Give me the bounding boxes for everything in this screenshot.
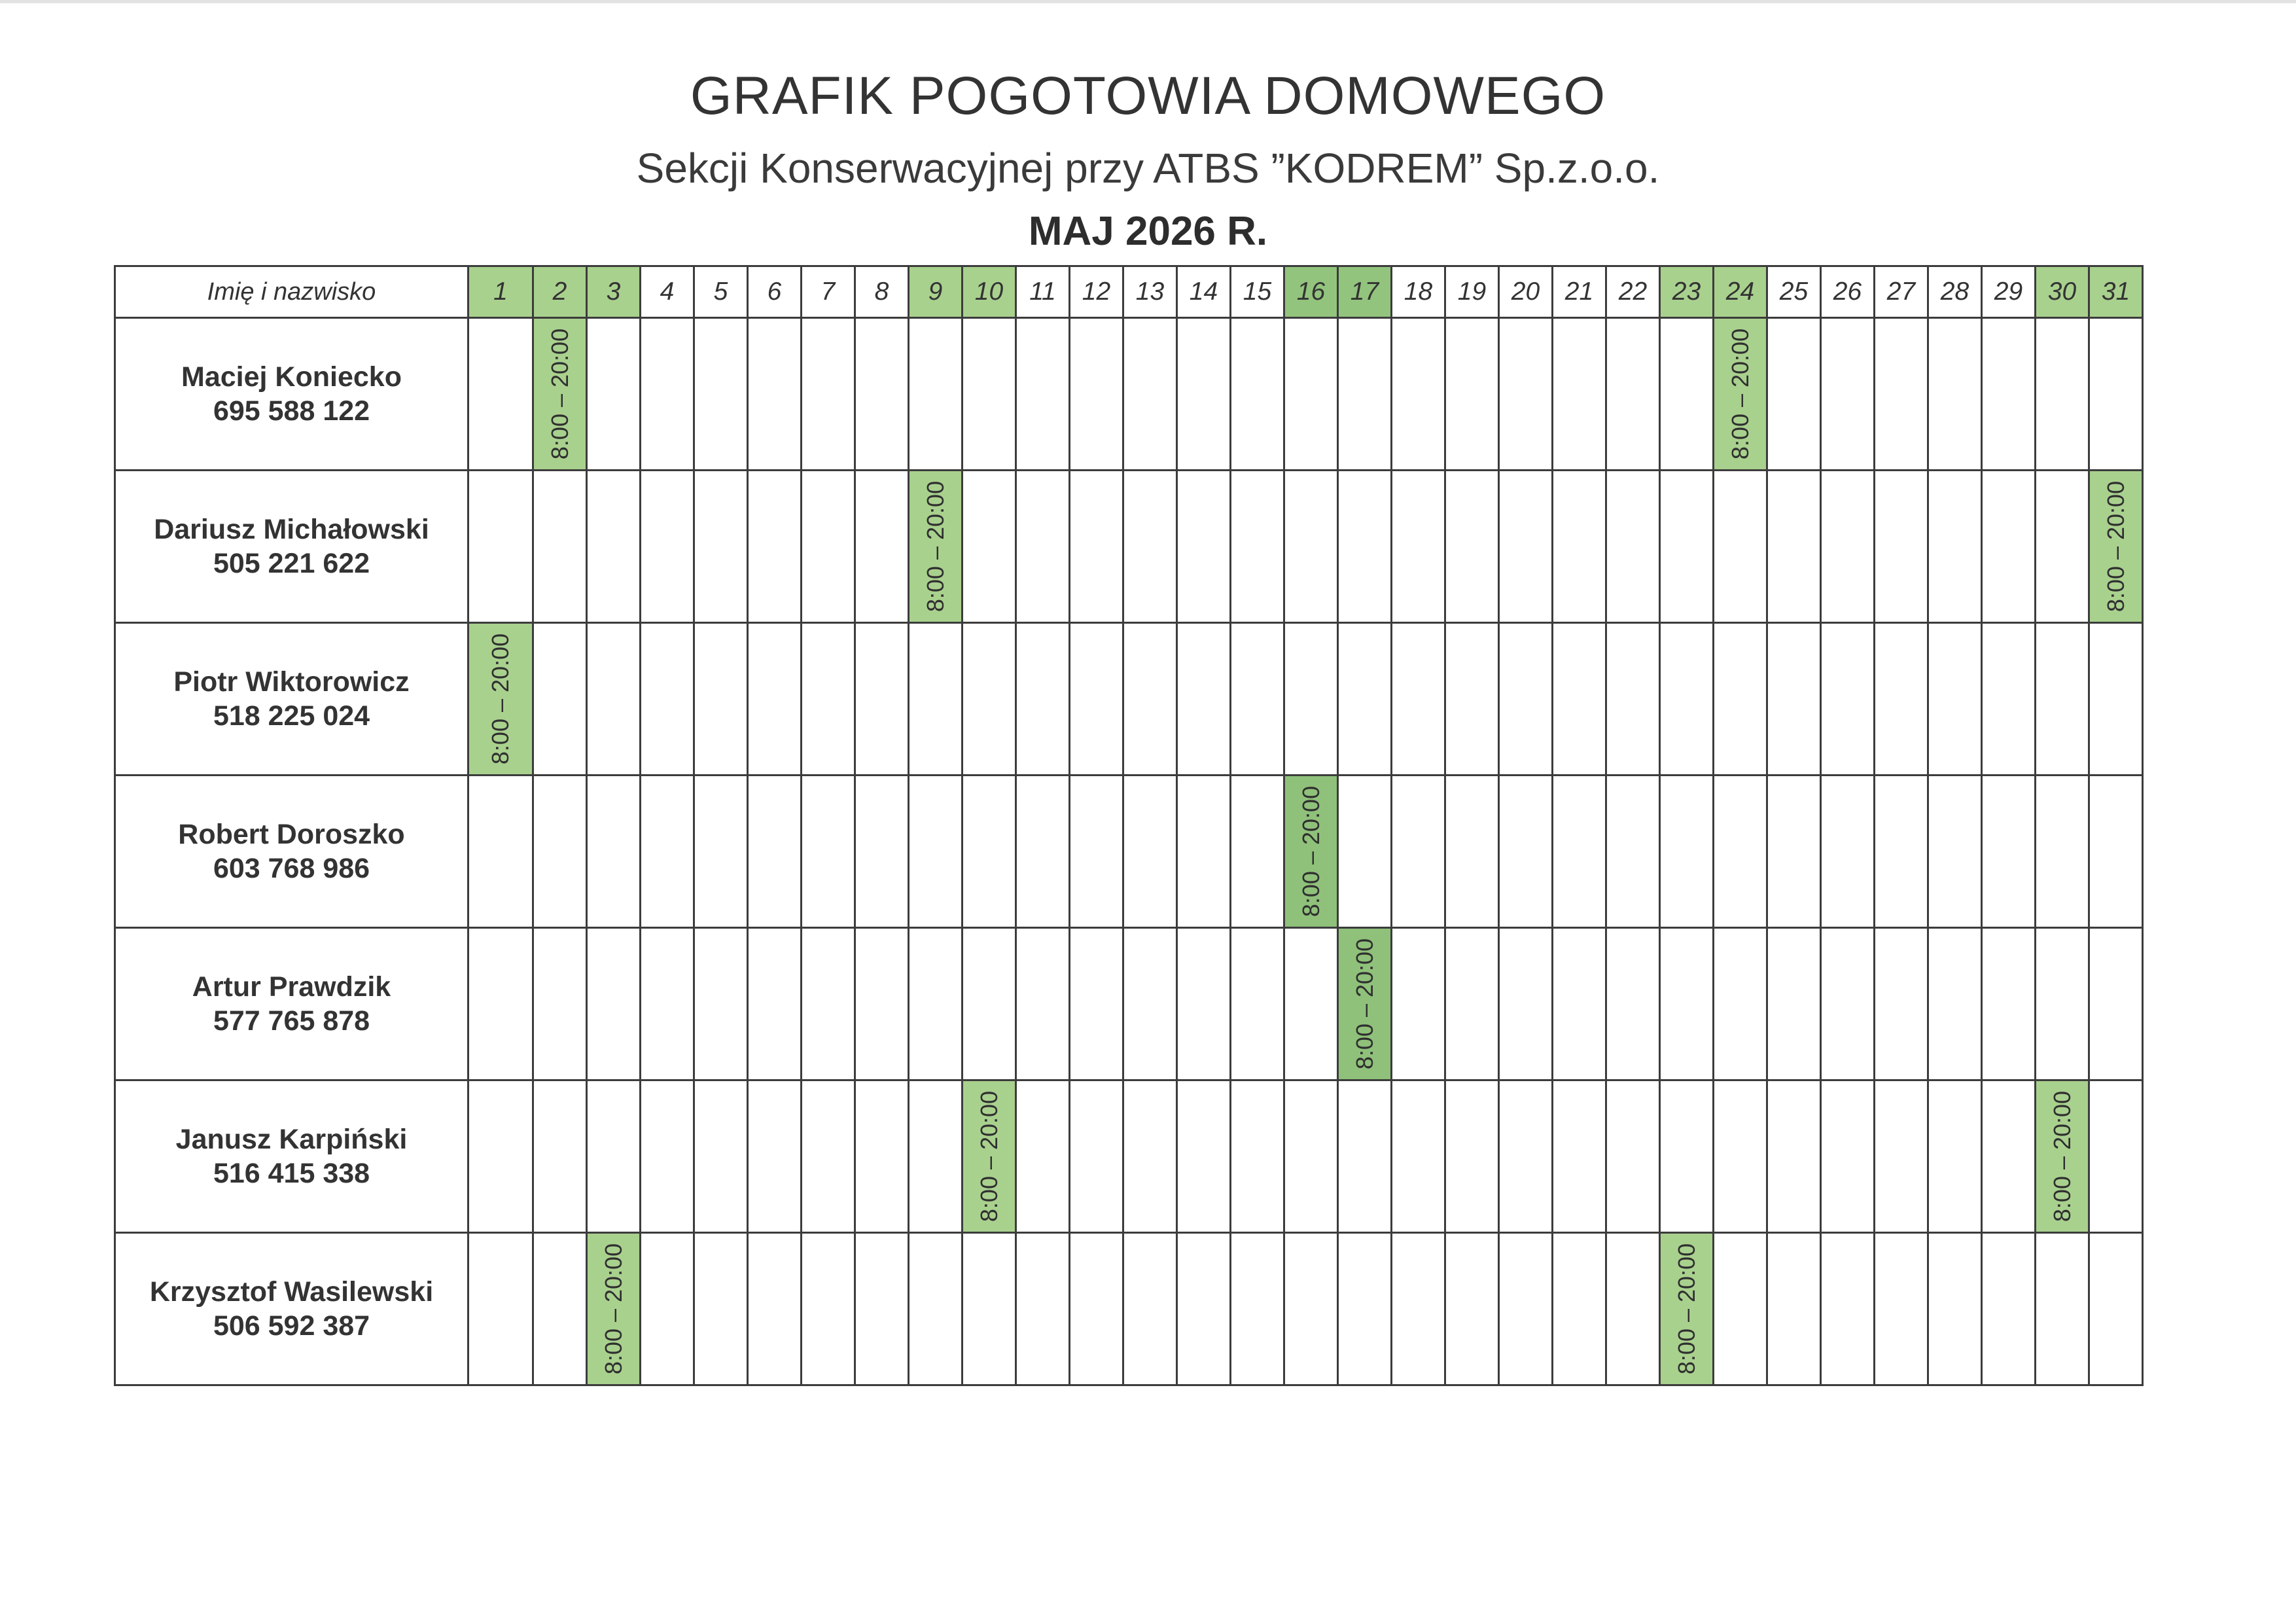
person-phone: 603 768 986: [213, 853, 370, 884]
empty-day-cell: [468, 471, 533, 623]
empty-day-cell: [1928, 623, 1982, 776]
empty-day-cell: [1177, 471, 1231, 623]
empty-day-cell: [1177, 623, 1231, 776]
empty-day-cell: [641, 318, 694, 471]
empty-day-cell: [1123, 471, 1177, 623]
empty-day-cell: [1177, 928, 1231, 1080]
empty-day-cell: [1123, 776, 1177, 928]
empty-day-cell: [1821, 623, 1875, 776]
empty-day-cell: [1606, 776, 1660, 928]
empty-day-cell: [855, 1233, 909, 1385]
day-header-31: 31: [2089, 266, 2143, 318]
empty-day-cell: [1445, 318, 1499, 471]
empty-day-cell: [1284, 1080, 1338, 1233]
empty-day-cell: [1016, 1233, 1070, 1385]
empty-day-cell: [641, 623, 694, 776]
empty-day-cell: [1767, 623, 1821, 776]
person-phone: 506 592 387: [213, 1310, 370, 1342]
empty-day-cell: [1231, 776, 1284, 928]
person-cell: [115, 776, 468, 928]
person-cell: [115, 471, 468, 623]
empty-day-cell: [2036, 776, 2089, 928]
empty-day-cell: [1231, 928, 1284, 1080]
empty-day-cell: [1821, 471, 1875, 623]
document-title: GRAFIK POGOTOWIA DOMOWEGO: [690, 66, 1606, 126]
empty-day-cell: [1875, 623, 1928, 776]
empty-day-cell: [1070, 1233, 1123, 1385]
empty-day-cell: [1392, 318, 1445, 471]
empty-day-cell: [1553, 471, 1606, 623]
empty-day-cell: [694, 471, 748, 623]
empty-day-cell: [1123, 1233, 1177, 1385]
day-header-14: 14: [1177, 266, 1231, 318]
table-header-row: [115, 266, 2143, 318]
empty-day-cell: [1767, 1233, 1821, 1385]
empty-day-cell: [1982, 623, 2036, 776]
empty-day-cell: [1338, 471, 1392, 623]
shift-hours: 8:00 – 20:00: [921, 480, 949, 613]
empty-day-cell: [909, 1233, 963, 1385]
table-row: [115, 928, 2143, 1080]
empty-day-cell: [1070, 471, 1123, 623]
person-name: Janusz Karpiński: [175, 1124, 408, 1155]
empty-day-cell: [963, 928, 1016, 1080]
empty-day-cell: [1499, 471, 1553, 623]
empty-day-cell: [1445, 1233, 1499, 1385]
person-cell: [115, 1080, 468, 1233]
empty-day-cell: [641, 1080, 694, 1233]
day-header-8: 8: [855, 266, 909, 318]
empty-day-cell: [1606, 1080, 1660, 1233]
empty-day-cell: [1821, 1233, 1875, 1385]
empty-day-cell: [1928, 1080, 1982, 1233]
empty-day-cell: [1284, 623, 1338, 776]
empty-day-cell: [963, 471, 1016, 623]
empty-day-cell: [1231, 1233, 1284, 1385]
person-cell: [115, 928, 468, 1080]
empty-day-cell: [1284, 471, 1338, 623]
empty-day-cell: [748, 776, 802, 928]
day-header-5: 5: [694, 266, 748, 318]
empty-day-cell: [694, 318, 748, 471]
empty-day-cell: [1928, 928, 1982, 1080]
table-row: [115, 776, 2143, 928]
empty-day-cell: [1070, 928, 1123, 1080]
empty-day-cell: [802, 318, 855, 471]
empty-day-cell: [1767, 471, 1821, 623]
empty-day-cell: [1231, 318, 1284, 471]
empty-day-cell: [1714, 776, 1767, 928]
day-header-12: 12: [1070, 266, 1123, 318]
empty-day-cell: [1553, 928, 1606, 1080]
empty-day-cell: [2036, 318, 2089, 471]
empty-day-cell: [1553, 1080, 1606, 1233]
empty-day-cell: [909, 318, 963, 471]
shift-hours: 8:00 – 20:00: [2048, 1090, 2075, 1222]
empty-day-cell: [963, 1233, 1016, 1385]
day-header-19: 19: [1445, 266, 1499, 318]
empty-day-cell: [2089, 1233, 2143, 1385]
empty-day-cell: [1553, 318, 1606, 471]
empty-day-cell: [587, 776, 641, 928]
empty-day-cell: [1499, 318, 1553, 471]
empty-day-cell: [694, 776, 748, 928]
day-header-9: 9: [909, 266, 963, 318]
person-cell: [115, 318, 468, 471]
day-header-6: 6: [748, 266, 802, 318]
day-header-26: 26: [1821, 266, 1875, 318]
empty-day-cell: [1606, 928, 1660, 1080]
day-header-16: 16: [1284, 266, 1338, 318]
person-phone: 695 588 122: [213, 395, 370, 427]
empty-day-cell: [963, 623, 1016, 776]
day-header-17: 17: [1338, 266, 1392, 318]
shift-cell: [909, 471, 963, 623]
person-name: Dariusz Michałowski: [154, 514, 429, 545]
person-name: Piotr Wiktorowicz: [173, 666, 410, 698]
empty-day-cell: [748, 623, 802, 776]
empty-day-cell: [1016, 1080, 1070, 1233]
day-header-25: 25: [1767, 266, 1821, 318]
shift-hours: 8:00 – 20:00: [1297, 785, 1324, 918]
empty-day-cell: [802, 928, 855, 1080]
empty-day-cell: [1392, 471, 1445, 623]
empty-day-cell: [1928, 471, 1982, 623]
table-row: [115, 1080, 2143, 1233]
empty-day-cell: [533, 1233, 587, 1385]
empty-day-cell: [1553, 776, 1606, 928]
empty-day-cell: [1553, 1233, 1606, 1385]
schedule-table: [114, 265, 2144, 1386]
empty-day-cell: [1875, 776, 1928, 928]
name-column-header: Imię i nazwisko: [115, 266, 468, 318]
empty-day-cell: [748, 1233, 802, 1385]
empty-day-cell: [1231, 623, 1284, 776]
empty-day-cell: [963, 318, 1016, 471]
empty-day-cell: [2089, 1080, 2143, 1233]
empty-day-cell: [1660, 471, 1714, 623]
empty-day-cell: [1660, 318, 1714, 471]
table-body: [115, 318, 2143, 1385]
empty-day-cell: [1660, 1080, 1714, 1233]
empty-day-cell: [1392, 776, 1445, 928]
table-row: [115, 471, 2143, 623]
empty-day-cell: [1070, 623, 1123, 776]
empty-day-cell: [855, 471, 909, 623]
empty-day-cell: [1016, 776, 1070, 928]
empty-day-cell: [802, 471, 855, 623]
day-header-11: 11: [1016, 266, 1070, 318]
shift-hours: 8:00 – 20:00: [487, 633, 514, 765]
empty-day-cell: [1177, 1233, 1231, 1385]
empty-day-cell: [533, 471, 587, 623]
empty-day-cell: [533, 623, 587, 776]
day-header-28: 28: [1928, 266, 1982, 318]
day-header-3: 3: [587, 266, 641, 318]
empty-day-cell: [1338, 1233, 1392, 1385]
empty-day-cell: [1499, 928, 1553, 1080]
empty-day-cell: [1714, 928, 1767, 1080]
empty-day-cell: [1338, 1080, 1392, 1233]
empty-day-cell: [1767, 1080, 1821, 1233]
empty-day-cell: [1982, 471, 2036, 623]
day-header-21: 21: [1553, 266, 1606, 318]
empty-day-cell: [1177, 318, 1231, 471]
day-header-30: 30: [2036, 266, 2089, 318]
shift-cell: [533, 318, 587, 471]
day-header-29: 29: [1982, 266, 2036, 318]
empty-day-cell: [1714, 1233, 1767, 1385]
empty-day-cell: [1767, 928, 1821, 1080]
empty-day-cell: [1123, 623, 1177, 776]
empty-day-cell: [2036, 623, 2089, 776]
person-phone: 577 765 878: [213, 1005, 370, 1037]
day-header-10: 10: [963, 266, 1016, 318]
empty-day-cell: [909, 623, 963, 776]
empty-day-cell: [1392, 623, 1445, 776]
empty-day-cell: [1177, 776, 1231, 928]
empty-day-cell: [1177, 1080, 1231, 1233]
empty-day-cell: [587, 318, 641, 471]
empty-day-cell: [641, 776, 694, 928]
empty-day-cell: [641, 471, 694, 623]
empty-day-cell: [2036, 928, 2089, 1080]
empty-day-cell: [1445, 928, 1499, 1080]
empty-day-cell: [1821, 776, 1875, 928]
shift-cell: [1660, 1233, 1714, 1385]
empty-day-cell: [533, 928, 587, 1080]
empty-day-cell: [909, 776, 963, 928]
day-header-1: 1: [468, 266, 533, 318]
person-name: Maciej Koniecko: [181, 361, 402, 393]
empty-day-cell: [748, 471, 802, 623]
empty-day-cell: [2089, 623, 2143, 776]
shift-hours: 8:00 – 20:00: [975, 1090, 1002, 1222]
shift-cell: [963, 1080, 1016, 1233]
person-name: Robert Doroszko: [178, 819, 405, 850]
empty-day-cell: [533, 1080, 587, 1233]
empty-day-cell: [1982, 318, 2036, 471]
empty-day-cell: [1016, 623, 1070, 776]
empty-day-cell: [855, 623, 909, 776]
empty-day-cell: [855, 928, 909, 1080]
empty-day-cell: [909, 928, 963, 1080]
table-row: [115, 623, 2143, 776]
empty-day-cell: [1445, 776, 1499, 928]
empty-day-cell: [1714, 1080, 1767, 1233]
empty-day-cell: [2089, 928, 2143, 1080]
day-header-4: 4: [641, 266, 694, 318]
person-phone: 516 415 338: [213, 1158, 370, 1189]
person-phone: 505 221 622: [213, 548, 370, 579]
shift-cell: [2089, 471, 2143, 623]
shift-cell: [587, 1233, 641, 1385]
empty-day-cell: [748, 928, 802, 1080]
day-header-27: 27: [1875, 266, 1928, 318]
person-cell: [115, 1233, 468, 1385]
person-phone: 518 225 024: [213, 700, 370, 732]
empty-day-cell: [468, 1233, 533, 1385]
empty-day-cell: [2089, 318, 2143, 471]
empty-day-cell: [1660, 623, 1714, 776]
empty-day-cell: [468, 318, 533, 471]
empty-day-cell: [694, 623, 748, 776]
empty-day-cell: [641, 1233, 694, 1385]
empty-day-cell: [1821, 928, 1875, 1080]
empty-day-cell: [1606, 1233, 1660, 1385]
day-header-20: 20: [1499, 266, 1553, 318]
empty-day-cell: [1123, 318, 1177, 471]
day-header-23: 23: [1660, 266, 1714, 318]
empty-day-cell: [1284, 928, 1338, 1080]
empty-day-cell: [963, 776, 1016, 928]
day-header-22: 22: [1606, 266, 1660, 318]
empty-day-cell: [1553, 623, 1606, 776]
empty-day-cell: [1660, 928, 1714, 1080]
empty-day-cell: [1016, 928, 1070, 1080]
empty-day-cell: [1284, 318, 1338, 471]
empty-day-cell: [694, 1080, 748, 1233]
empty-day-cell: [1606, 318, 1660, 471]
empty-day-cell: [1606, 623, 1660, 776]
shift-cell: [1284, 776, 1338, 928]
empty-day-cell: [1928, 1233, 1982, 1385]
day-header-2: 2: [533, 266, 587, 318]
empty-day-cell: [587, 623, 641, 776]
empty-day-cell: [1016, 318, 1070, 471]
shift-cell: [1714, 318, 1767, 471]
table-row: [115, 1233, 2143, 1385]
empty-day-cell: [1338, 623, 1392, 776]
empty-day-cell: [1875, 471, 1928, 623]
empty-day-cell: [468, 928, 533, 1080]
day-header-24: 24: [1714, 266, 1767, 318]
empty-day-cell: [1338, 318, 1392, 471]
empty-day-cell: [1070, 318, 1123, 471]
empty-day-cell: [1982, 928, 2036, 1080]
empty-day-cell: [2036, 471, 2089, 623]
empty-day-cell: [1821, 318, 1875, 471]
document-subtitle: Sekcji Konserwacyjnej przy ATBS ”KODREM” Sp.z.o.o.: [636, 145, 1660, 192]
empty-day-cell: [587, 928, 641, 1080]
empty-day-cell: [1606, 471, 1660, 623]
empty-day-cell: [1875, 928, 1928, 1080]
empty-day-cell: [802, 1080, 855, 1233]
empty-day-cell: [1070, 776, 1123, 928]
empty-day-cell: [855, 318, 909, 471]
person-name: Artur Prawdzik: [192, 971, 391, 1003]
empty-day-cell: [694, 928, 748, 1080]
empty-day-cell: [802, 1233, 855, 1385]
empty-day-cell: [1928, 776, 1982, 928]
shift-hours: 8:00 – 20:00: [1351, 938, 1378, 1070]
empty-day-cell: [1392, 1233, 1445, 1385]
shift-hours: 8:00 – 20:00: [2102, 480, 2129, 613]
empty-day-cell: [1445, 471, 1499, 623]
empty-day-cell: [1445, 623, 1499, 776]
empty-day-cell: [587, 1080, 641, 1233]
day-header-15: 15: [1231, 266, 1284, 318]
empty-day-cell: [533, 776, 587, 928]
empty-day-cell: [909, 1080, 963, 1233]
empty-day-cell: [2089, 776, 2143, 928]
empty-day-cell: [1499, 776, 1553, 928]
empty-day-cell: [1392, 1080, 1445, 1233]
scan-top-edge: [0, 0, 2296, 3]
empty-day-cell: [1070, 1080, 1123, 1233]
person-name: Krzysztof Wasilewski: [149, 1276, 434, 1308]
document-month: MAJ 2026 R.: [1028, 209, 1268, 254]
empty-day-cell: [587, 471, 641, 623]
empty-day-cell: [855, 776, 909, 928]
empty-day-cell: [1767, 318, 1821, 471]
empty-day-cell: [1445, 1080, 1499, 1233]
empty-day-cell: [1875, 1233, 1928, 1385]
empty-day-cell: [468, 1080, 533, 1233]
shift-cell: [1338, 928, 1392, 1080]
empty-day-cell: [2036, 1233, 2089, 1385]
shift-cell: [468, 623, 533, 776]
empty-day-cell: [855, 1080, 909, 1233]
empty-day-cell: [1875, 318, 1928, 471]
empty-day-cell: [1714, 471, 1767, 623]
empty-day-cell: [1499, 1080, 1553, 1233]
empty-day-cell: [468, 776, 533, 928]
empty-day-cell: [1284, 1233, 1338, 1385]
empty-day-cell: [1875, 1080, 1928, 1233]
empty-day-cell: [802, 623, 855, 776]
shift-cell: [2036, 1080, 2089, 1233]
empty-day-cell: [1123, 928, 1177, 1080]
empty-day-cell: [1231, 471, 1284, 623]
day-header-7: 7: [802, 266, 855, 318]
empty-day-cell: [1123, 1080, 1177, 1233]
empty-day-cell: [1982, 776, 2036, 928]
empty-day-cell: [748, 318, 802, 471]
empty-day-cell: [1982, 1080, 2036, 1233]
empty-day-cell: [1660, 776, 1714, 928]
empty-day-cell: [694, 1233, 748, 1385]
empty-day-cell: [1982, 1233, 2036, 1385]
empty-day-cell: [1767, 776, 1821, 928]
empty-day-cell: [1231, 1080, 1284, 1233]
empty-day-cell: [1499, 1233, 1553, 1385]
shift-hours: 8:00 – 20:00: [546, 328, 573, 460]
empty-day-cell: [748, 1080, 802, 1233]
empty-day-cell: [1392, 928, 1445, 1080]
shift-hours: 8:00 – 20:00: [1726, 328, 1754, 460]
day-header-18: 18: [1392, 266, 1445, 318]
table-row: [115, 318, 2143, 471]
person-cell: [115, 623, 468, 776]
empty-day-cell: [1016, 471, 1070, 623]
day-header-13: 13: [1123, 266, 1177, 318]
empty-day-cell: [641, 928, 694, 1080]
empty-day-cell: [1499, 623, 1553, 776]
empty-day-cell: [1928, 318, 1982, 471]
shift-hours: 8:00 – 20:00: [1672, 1243, 1700, 1375]
empty-day-cell: [1338, 776, 1392, 928]
empty-day-cell: [802, 776, 855, 928]
empty-day-cell: [1821, 1080, 1875, 1233]
empty-day-cell: [1714, 623, 1767, 776]
shift-hours: 8:00 – 20:00: [599, 1243, 627, 1375]
